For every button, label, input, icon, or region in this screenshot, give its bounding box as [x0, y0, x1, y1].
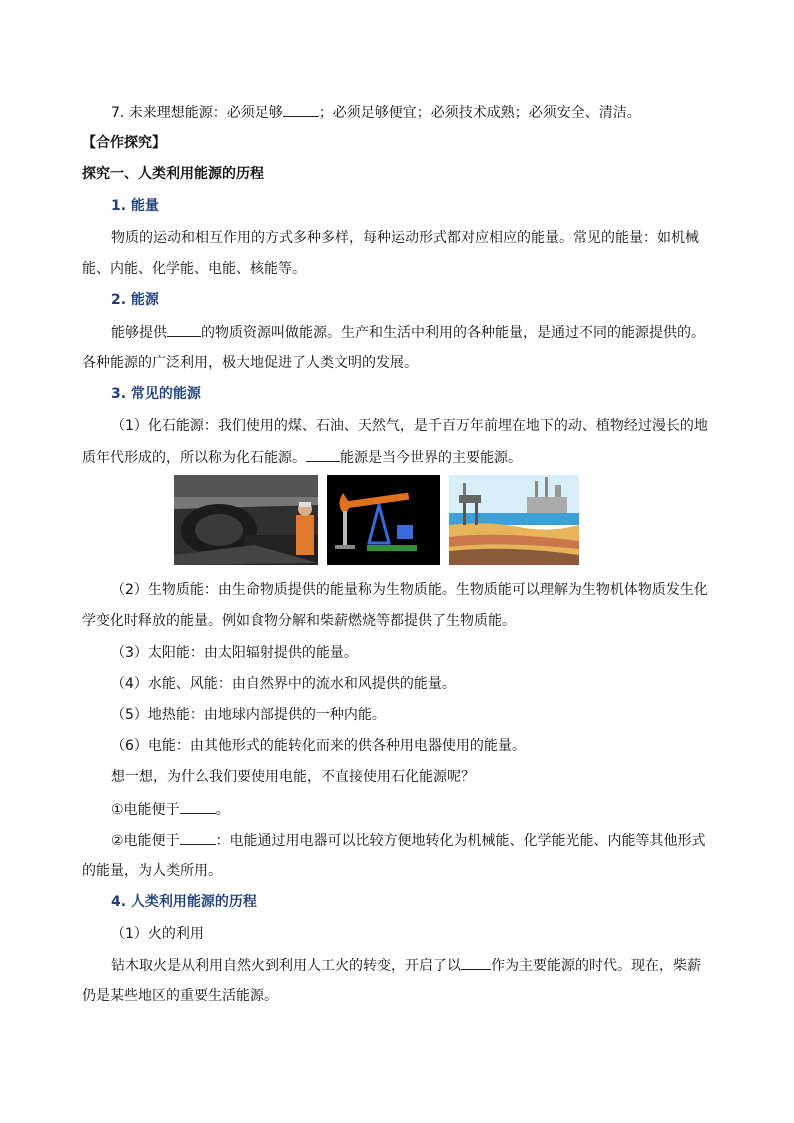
coal-mine-photo	[174, 475, 318, 565]
drill-line2: 仍是某些地区的重要生活能源。	[82, 988, 278, 1004]
hydro-wind-line: （4）水能、风能：由自然界中的流水和风提供的能量。	[111, 676, 456, 692]
electric-line: （6）电能：由其他形式的能转化而来的供各种用电器使用的能量。	[111, 738, 526, 754]
fire-use-title: （1）火的利用	[111, 926, 204, 942]
blank	[461, 955, 491, 970]
heading-energy: 1. 能量	[111, 198, 159, 214]
explore-one-title: 探究一、人类利用能源的历程	[82, 166, 264, 182]
geothermal-line: （5）地热能：由地球内部提供的一种内能。	[111, 707, 386, 723]
offshore-oil-platform-illustration	[449, 475, 579, 565]
question-1: ①电能便于 。	[111, 799, 230, 820]
fossil-line2: 质年代形成的，所以称为化石能源。 能源是当今世界的主要能源。	[82, 447, 522, 468]
energy-text-line1: 物质的运动和相互作用的方式多种多样，每种运动形式都对应相应的能量。常见的能量：如机械	[111, 230, 699, 246]
heading-common-sources: 3. 常见的能源	[111, 386, 201, 402]
think-question: 想一想，为什么我们要使用电能，不直接使用石化能源呢？	[111, 769, 475, 785]
heading-energy-source: 2. 能源	[111, 292, 159, 308]
heading-history: 4. 人类利用能源的历程	[111, 894, 257, 910]
blank	[180, 799, 216, 814]
item-7: 7. 未来理想能源：必须足够 ；必须足够便宜；必须技术成熟；必须安全、清洁。	[111, 102, 641, 123]
bio-line2: 学变化时释放的能量。例如食物分解和柴薪燃烧等都提供了生物质能。	[82, 613, 516, 629]
fossil-line1: （1）化石能源：我们使用的煤、石油、天然气，是千百万年前埋在地下的动、植物经过漫长的地	[111, 418, 708, 434]
blank	[306, 447, 340, 462]
section-cooperative-inquiry: 【合作探究】	[82, 135, 166, 151]
bio-line1: （2）生物质能：由生命物质提供的能量称为生物质能。生物质能可以理解为生物机体物质发生化	[111, 582, 708, 598]
source-text-line1: 能够提供 的物质资源叫做能源。生产和生活中利用的各种能量，是通过不同的能源提供的。	[111, 322, 705, 343]
energy-text-line2: 能、内能、化学能、电能、核能等。	[82, 261, 306, 277]
solar-line: （3）太阳能：由太阳辐射提供的能量。	[111, 645, 358, 661]
oil-pump-illustration	[327, 475, 440, 565]
source-text-line2: 各种能源的广泛利用，极大地促进了人类文明的发展。	[82, 355, 418, 371]
blank	[283, 102, 319, 117]
question-2-line2: 的能量，为人类所用。	[82, 863, 222, 879]
blank	[180, 830, 216, 845]
drill-line1: 钻木取火是从利用自然火到利用人工火的转变，开启了以 作为主要能源的时代。现在，柴薪	[111, 955, 701, 976]
blank	[167, 322, 201, 337]
question-2: ②电能便于 ：电能通过用电器可以比较方便地转化为机械能、化学能光能、内能等其他形式	[111, 830, 706, 851]
